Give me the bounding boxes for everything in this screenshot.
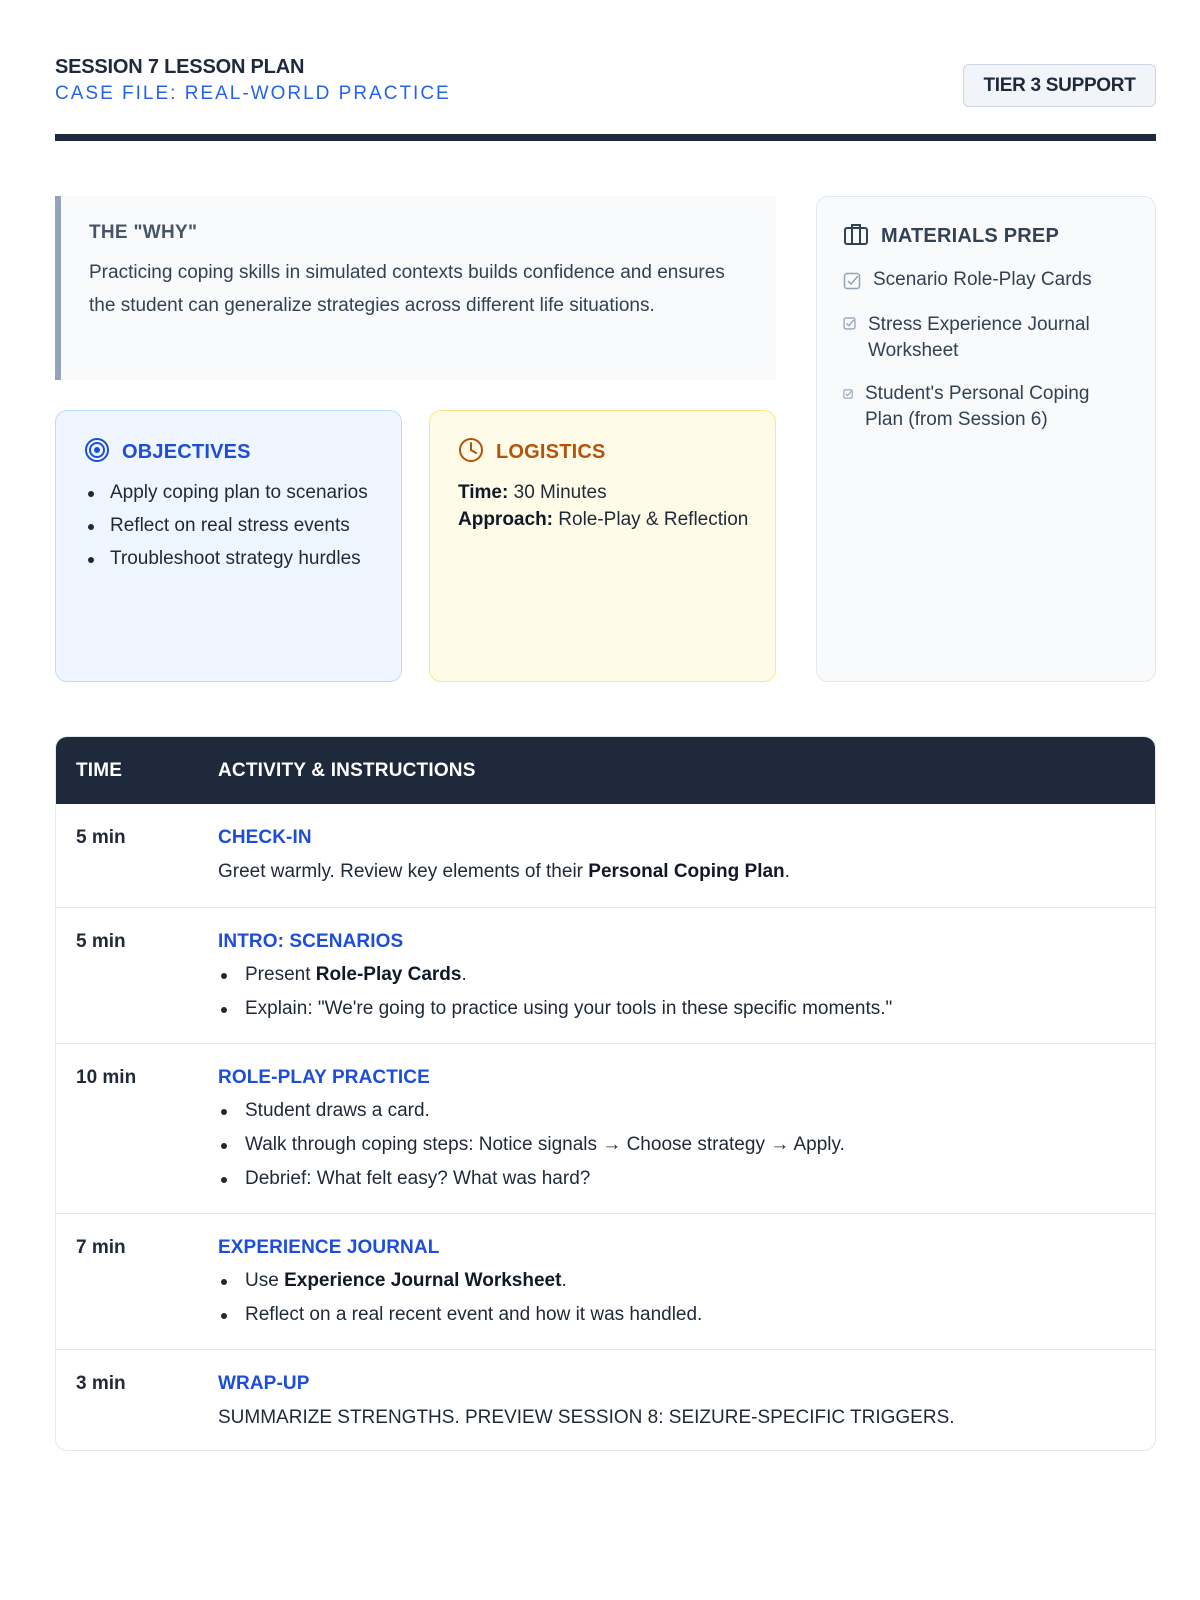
why-title: THE "WHY" xyxy=(89,222,198,243)
text-emphasis: Role-Play Cards xyxy=(315,964,462,985)
tier-badge: TIER 3 SUPPORT xyxy=(963,64,1156,107)
checkbox-icon xyxy=(843,272,861,295)
logistics-card xyxy=(429,410,776,682)
text-segment: . xyxy=(784,861,790,882)
row-time: 10 min xyxy=(76,1067,137,1088)
list-item: Debrief: What felt easy? What was hard? xyxy=(218,1168,1155,1190)
approach-value: Role-Play & Reflection xyxy=(553,509,749,530)
text-emphasis: Experience Journal Worksheet xyxy=(284,1270,562,1291)
list-item xyxy=(218,1270,1155,1292)
list-item: Walk through coping steps: Notice signals → Choose strategy → Apply. xyxy=(218,1134,1155,1156)
approach-label: Approach: xyxy=(458,509,553,530)
objectives-title: OBJECTIVES xyxy=(122,440,251,463)
why-text: Practicing coping skills in simulated contexts builds confidence and ensures the student can generalize strategies across different life situations. xyxy=(89,262,725,316)
target-icon xyxy=(84,437,110,468)
materials-list xyxy=(843,267,1131,433)
activity-title: CHECK-IN xyxy=(218,827,312,848)
text-segment: Greet warmly. Review key elements of their xyxy=(218,861,589,882)
page-header xyxy=(55,52,1156,142)
list-item: Reflect on real stress events xyxy=(84,512,375,539)
checkbox-icon xyxy=(843,386,853,404)
activity-steps xyxy=(218,1270,1155,1326)
row-time: 3 min xyxy=(76,1373,126,1394)
materials-title: MATERIALS PREP xyxy=(881,224,1059,247)
page-title: SESSION 7 LESSON PLAN xyxy=(55,56,305,78)
header-divider xyxy=(55,134,1156,141)
activity-text xyxy=(218,861,1155,883)
list-item xyxy=(218,964,1155,986)
list-item: Explain: "We're going to practice using your tools in these specific moments." xyxy=(218,998,1155,1020)
material-label: Scenario Role-Play Cards xyxy=(873,269,1092,290)
clock-icon xyxy=(458,437,484,468)
material-label: Stress Experience Journal Worksheet xyxy=(868,314,1090,361)
activity-steps xyxy=(218,1100,1155,1190)
checkbox-icon xyxy=(843,317,856,335)
logistics-approach xyxy=(458,506,749,533)
list-item: Reflect on a real recent event and how it was handled. xyxy=(218,1304,1155,1326)
list-item: Troubleshoot strategy hurdles xyxy=(84,545,375,572)
row-activity xyxy=(218,1214,1155,1349)
activity-title: EXPERIENCE JOURNAL xyxy=(218,1237,440,1258)
table-row xyxy=(56,1043,1155,1213)
objectives-list xyxy=(84,479,375,572)
text-emphasis: Personal Coping Plan xyxy=(588,861,785,882)
activity-text: SUMMARIZE STRENGTHS. PREVIEW SESSION 8: SEIZURE-SPECIFIC TRIGGERS. xyxy=(218,1407,955,1428)
activity-title: ROLE-PLAY PRACTICE xyxy=(218,1067,430,1088)
logistics-time xyxy=(458,479,749,506)
list-item xyxy=(843,381,1131,433)
page-subtitle: CASE FILE: REAL-WORLD PRACTICE xyxy=(55,83,451,104)
text-segment: Present xyxy=(245,964,316,985)
row-activity xyxy=(218,804,1155,907)
list-item: Student draws a card. xyxy=(218,1100,1155,1122)
table-header xyxy=(56,737,1155,804)
why-panel xyxy=(55,196,776,380)
materials-card xyxy=(816,196,1156,682)
text-segment: . xyxy=(561,1270,567,1291)
row-activity xyxy=(218,1044,1155,1213)
objectives-card xyxy=(55,410,402,682)
time-value: 30 Minutes xyxy=(508,482,607,503)
briefcase-icon xyxy=(843,221,869,252)
list-item: Apply coping plan to scenarios xyxy=(84,479,375,506)
logistics-details xyxy=(458,479,749,533)
activity-table xyxy=(55,736,1156,1451)
table-row xyxy=(56,1349,1155,1449)
time-label: Time: xyxy=(458,482,509,503)
list-item xyxy=(843,267,1131,295)
table-row xyxy=(56,804,1155,907)
row-time: 5 min xyxy=(76,931,126,952)
activity-steps xyxy=(218,964,1155,1020)
logistics-title: LOGISTICS xyxy=(496,440,606,463)
column-header-activity: ACTIVITY & INSTRUCTIONS xyxy=(218,759,476,781)
list-item xyxy=(843,312,1131,364)
table-row xyxy=(56,907,1155,1043)
text-segment: Use xyxy=(245,1270,285,1291)
activity-title: INTRO: SCENARIOS xyxy=(218,931,404,952)
table-row xyxy=(56,1213,1155,1349)
row-activity xyxy=(218,908,1155,1043)
activity-title: WRAP-UP xyxy=(218,1373,310,1394)
row-time: 7 min xyxy=(76,1237,126,1258)
text-segment: . xyxy=(461,964,467,985)
material-label: Student's Personal Coping Plan (from Session 6) xyxy=(865,383,1090,430)
row-time: 5 min xyxy=(76,827,126,848)
column-header-time: TIME xyxy=(76,759,123,781)
row-activity xyxy=(218,1350,1155,1449)
